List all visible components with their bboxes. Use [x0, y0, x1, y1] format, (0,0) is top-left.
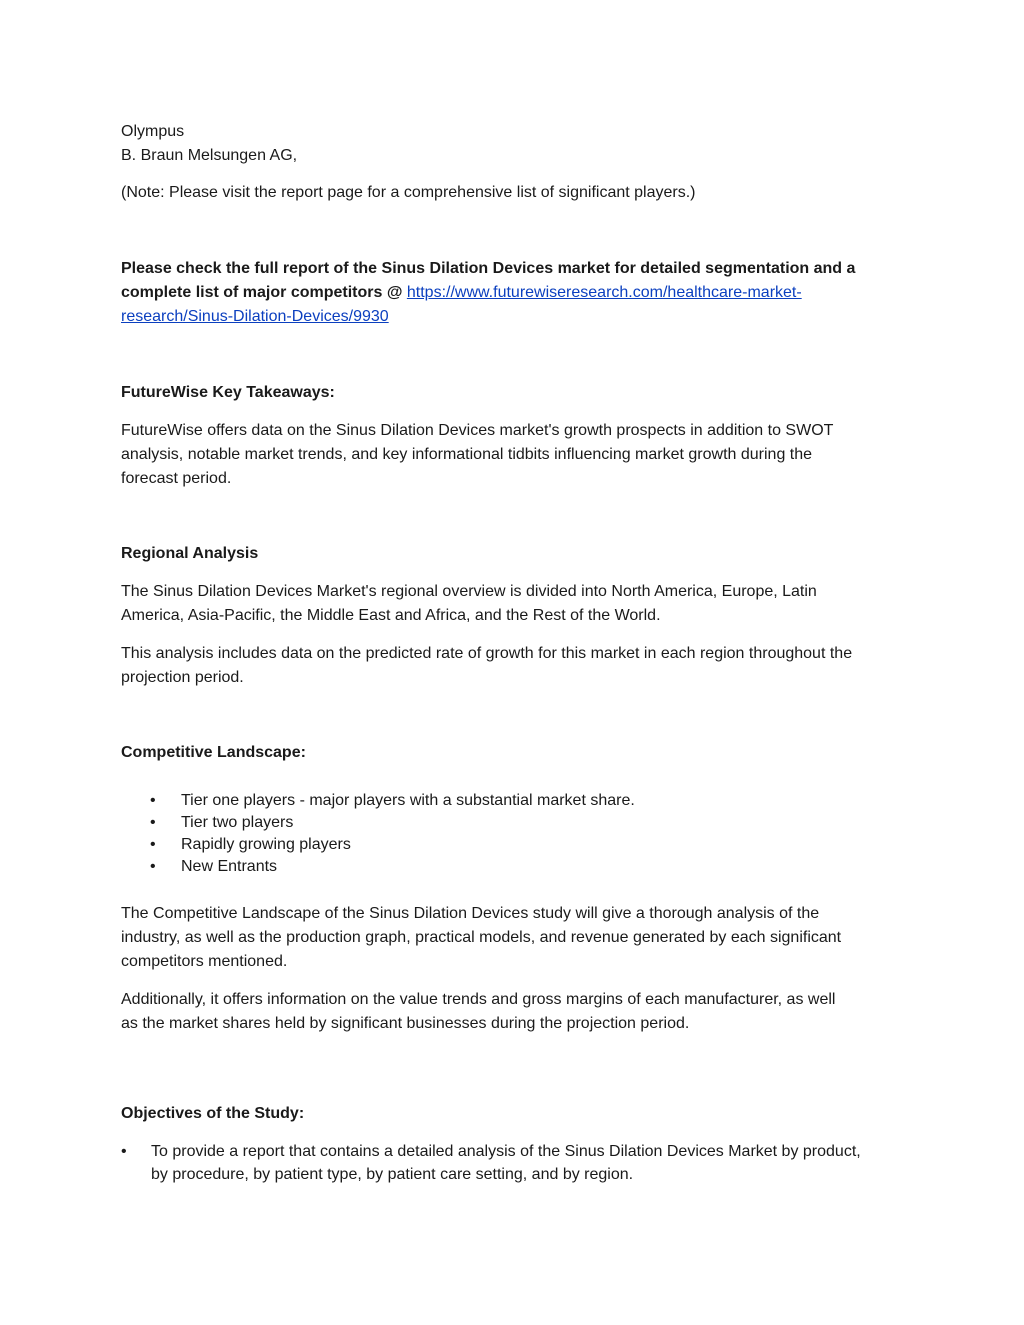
- text-line: Additionally, it offers information on the value trends and gross margins of each manufacturer, as well: [121, 991, 836, 1008]
- bullet-icon: •: [121, 1143, 127, 1160]
- competitive-heading: Competitive Landscape:: [121, 744, 306, 761]
- text-line: The Competitive Landscape of the Sinus Dilation Devices study will give a thorough analysis of the: [121, 905, 820, 922]
- text-line: analysis, notable market trends, and key informational tidbits influencing market growth during the: [121, 446, 813, 463]
- bullet-icon: •: [150, 814, 156, 831]
- competitive-paragraph-2: [121, 988, 911, 1036]
- regional-paragraph-2: [121, 642, 911, 690]
- bullet-icon: •: [150, 836, 156, 853]
- text-line: FutureWise offers data on the Sinus Dilation Devices market's growth prospects in addition to SWOT: [121, 422, 834, 439]
- text-line: projection period.: [121, 669, 244, 686]
- regional-heading: Regional Analysis: [121, 545, 259, 562]
- text-line: This analysis includes data on the predicted rate of growth for this market in each region throughout the: [121, 645, 853, 662]
- text-line: as the market shares held by significant businesses during the projection period.: [121, 1015, 690, 1032]
- takeaways-paragraph: [121, 419, 911, 491]
- text-line: by procedure, by patient type, by patient care setting, and by region.: [151, 1166, 634, 1183]
- text-line: To provide a report that contains a detailed analysis of the Sinus Dilation Devices Market by product,: [151, 1143, 861, 1160]
- regional-paragraph-1: [121, 580, 911, 628]
- report-cta: [121, 257, 911, 329]
- cta-text: Please check the full report of the Sinus Dilation Devices market for detailed segmentation and a complete list of major competitors @: [121, 260, 856, 301]
- competitive-paragraph-1: [121, 902, 911, 974]
- player-list: [121, 120, 911, 168]
- text-line: industry, as well as the production graph, practical models, and revenue generated by each significant: [121, 929, 842, 946]
- text-line: America, Asia-Pacific, the Middle East and Africa, and the Rest of the World.: [121, 607, 661, 624]
- report-link[interactable]: https://www.futurewiseresearch.com/healthcare-market- research/Sinus-Dilation-Devices/9930: [121, 284, 802, 325]
- document-page: Olympus B. Braun Melsungen AG, (Note: Please visit the report page for a comprehensive list of significant players.) Please check the full report of the Sinus Dilation Devices market for detailed segmentation and a complete list of major competitors @ https://www.futurewiseresearch.com/healthcare-market- research/Sinus-Dilation-Devices/9930 FutureWise Key Takeaways: FutureWise offers data on the Sinus Dilation Devices market's growth prospects in addition to SWOT analysis, notable market trends, and key informational tidbits influencing market growth during the forecast period. Regional Analysis The Sinus Dilation Devices Market's regional overview is divided into North America, Europe, Latin America, Asia-Pacific, the Middle East and Africa, and the Rest of the World. This analysis includes data on the predicted rate of growth for this market in each region throughout the projection period. Competitive Landscape: • Tier one players - major players with a substantial market share. • Tier two players • Rapidly growing players • New Entrants The Competitive Landscape of the Sinus Dilation Devices study will give a thorough analysis of the industry, as well as the production graph, practical models, and revenue generated by each significant competitors mentioned. Additionally, it offers information on the value trends and gross margins of each manufacturer, as well as the market shares held by significant businesses during the projection period. Objectives of the Study: • To provide a report that contains a detailed analysis of the Sinus Dilation Devices Market by product, by procedure, by patient type, by patient care setting, and by region.: [0, 0, 1024, 1325]
- takeaways-heading: FutureWise Key Takeaways:: [121, 384, 335, 401]
- player-name: B. Braun Melsungen AG,: [121, 147, 298, 164]
- players-note: (Note: Please visit the report page for a comprehensive list of significant players.): [121, 184, 696, 201]
- bullet-icon: •: [150, 858, 156, 875]
- text-line: forecast period.: [121, 470, 232, 487]
- bullet-icon: •: [150, 792, 156, 809]
- player-name: Olympus: [121, 123, 185, 140]
- text-line: competitors mentioned.: [121, 953, 288, 970]
- text-line: The Sinus Dilation Devices Market's regional overview is divided into North America, Europe, Latin: [121, 583, 817, 600]
- objectives-heading: Objectives of the Study:: [121, 1105, 305, 1122]
